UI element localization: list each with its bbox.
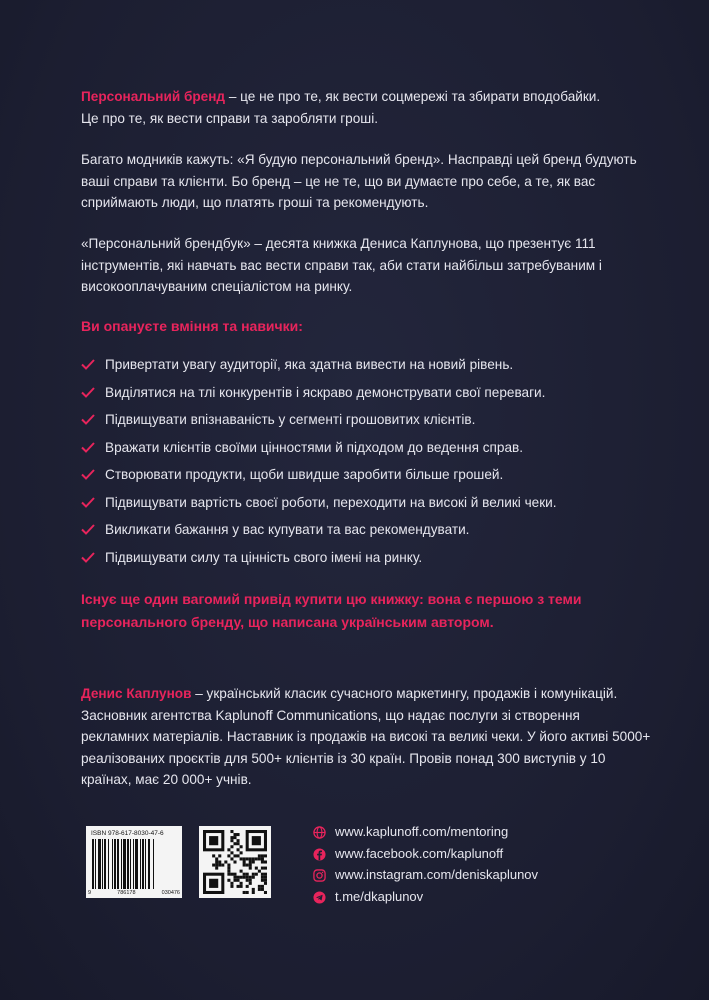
barcode-digits bbox=[88, 890, 180, 896]
barcode-digit-group: 9 bbox=[88, 890, 92, 896]
paragraph-two: Багато модників кажуть: «Я будую персональний бренд». Насправді цей бренд будують ваші справи та клієнти. Бо бренд – це не те, що ви думаєте про себе, а те, як вас сприймають люди, що платять гроші та рекомендують. bbox=[81, 152, 637, 210]
skills-heading: Ви опануєте вміння та навички: bbox=[81, 318, 303, 334]
author-bio bbox=[81, 683, 651, 791]
paragraph-three: «Персональний брендбук» – десята книжка Дениса Каплунова, що презентує 111 інструментів, які навчать вас вести справи так, аби стати найбільш затребуваним і високооплачуваним спеціалістом на ринку. bbox=[81, 236, 602, 294]
skill-text: Підвищувати впізнаваність у сегменті грошовитих клієнтів. bbox=[105, 412, 476, 427]
contact-links bbox=[313, 823, 538, 909]
link-text: www.instagram.com/deniskaplunov bbox=[335, 867, 539, 882]
intro-paragraph bbox=[81, 86, 641, 129]
check-icon bbox=[81, 442, 95, 453]
check-icon bbox=[81, 359, 95, 370]
list-item bbox=[81, 355, 557, 383]
link-text: t.me/dkaplunov bbox=[335, 888, 424, 904]
facebook-icon bbox=[313, 848, 326, 861]
skills-list bbox=[81, 355, 557, 575]
barcode-digit-group: 030476 bbox=[161, 890, 180, 896]
brand-term: Персональний бренд bbox=[81, 89, 226, 104]
author-bio-text: – український класик сучасного маркетингу, продажів і комунікацій. Засновник агентства Kaplunoff Communications, що надає послуги зі створення рекламних матеріалів. Наставник із продажів на високі та великі чеки. У його активі 5000+ реалізованих проєктів для 500+ клієнтів із 30 країн. Провів понад 300 виступів у 10 країнах, має 20 000+ учнів. bbox=[81, 686, 651, 787]
isbn-label: ISBN 978-617-8030-47-6 bbox=[91, 830, 164, 837]
qr-code-icon bbox=[203, 830, 267, 894]
author-name: Денис Каплунов bbox=[81, 686, 192, 701]
skill-text: Привертати увагу аудиторії, яка здатна вивести на новий рівень. bbox=[105, 357, 514, 372]
list-item bbox=[81, 438, 557, 466]
list-item bbox=[81, 493, 557, 521]
link-text: www.facebook.com/kaplunoff bbox=[335, 845, 504, 861]
link-telegram bbox=[313, 888, 538, 910]
skill-text: Викликати бажання у вас купувати та вас рекомендувати. bbox=[105, 522, 470, 537]
intro-line2: Це про те, як вести справи та заробляти гроші. bbox=[81, 110, 378, 126]
check-icon bbox=[81, 387, 95, 398]
skill-text: Виділятися на тлі конкурентів і яскраво демонструвати свої переваги. bbox=[105, 384, 546, 400]
list-item bbox=[81, 520, 557, 548]
check-icon bbox=[81, 497, 95, 508]
intro-line1: – це не про те, як вести соцмережі та збирати вподобайки. bbox=[225, 89, 601, 104]
list-item bbox=[81, 383, 557, 411]
check-icon bbox=[81, 524, 95, 535]
qr-code bbox=[199, 826, 271, 898]
barcode-icon bbox=[91, 839, 177, 889]
list-item bbox=[81, 548, 557, 576]
link-website bbox=[313, 823, 538, 845]
instagram-icon bbox=[313, 869, 326, 882]
reason-statement: Існує ще один вагомий привід купити цю книжку: вона є першою з теми персонального бренду, що написана українським автором. bbox=[81, 591, 582, 630]
link-instagram bbox=[313, 866, 538, 888]
telegram-icon bbox=[313, 891, 326, 904]
isbn-barcode bbox=[86, 826, 182, 898]
list-item bbox=[81, 410, 557, 438]
list-item bbox=[81, 465, 557, 493]
link-text: www.kaplunoff.com/mentoring bbox=[335, 824, 509, 839]
check-icon bbox=[81, 414, 95, 425]
skill-text: Підвищувати силу та цінність свого імені на ринку. bbox=[105, 549, 423, 565]
skill-text: Створювати продукти, щоби швидше заробити більше грошей. bbox=[105, 467, 504, 482]
skill-text: Вражати клієнтів своїми цінностями й підходом до ведення справ. bbox=[105, 439, 524, 455]
globe-icon bbox=[313, 826, 326, 839]
link-facebook bbox=[313, 845, 538, 867]
barcode-digit-group: 786178 bbox=[117, 890, 136, 896]
skill-text: Підвищувати вартість своєї роботи, переходити на високі й великі чеки. bbox=[105, 494, 557, 510]
check-icon bbox=[81, 469, 95, 480]
check-icon bbox=[81, 552, 95, 563]
